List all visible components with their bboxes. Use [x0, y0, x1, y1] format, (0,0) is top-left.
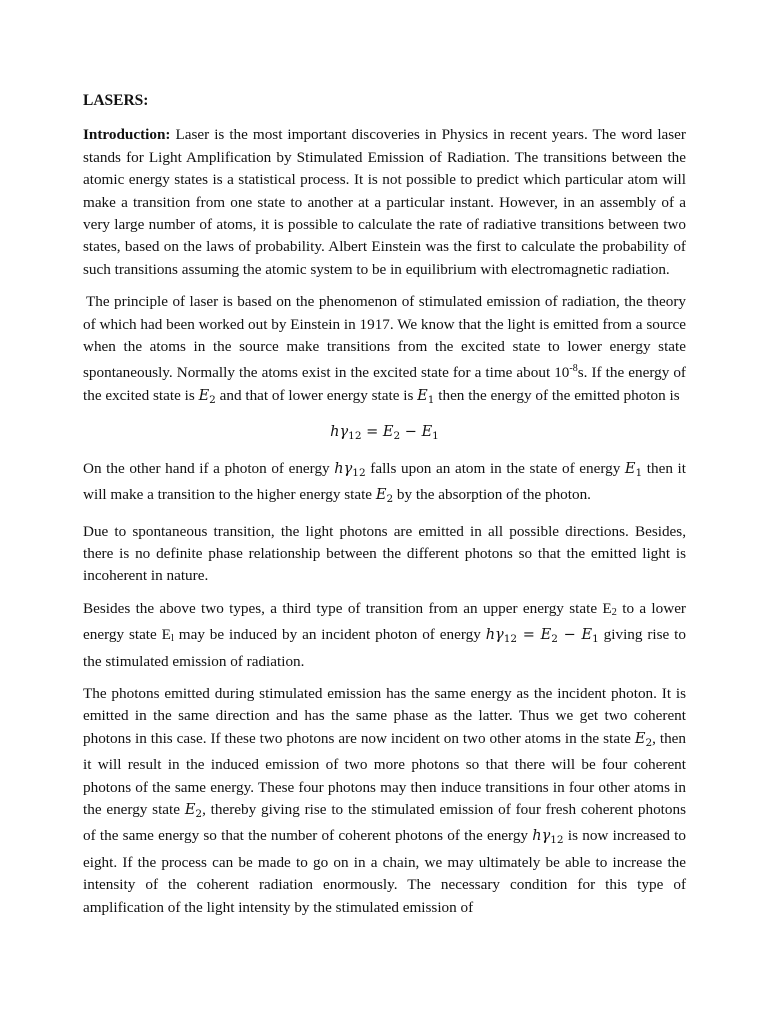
- math-e2: $E_2$: [184, 801, 203, 820]
- principle-text-4: then the energy of the emitted photon is: [434, 386, 680, 404]
- stimulated-text-2: to a lower energy state E: [83, 599, 686, 644]
- math-e1: $E_1$: [417, 387, 435, 406]
- math-e2: $E_2$: [375, 487, 394, 506]
- principle-text-2: s. If the energy of the excited state is: [83, 364, 686, 404]
- coherent-text-4: is now increased to eight. If the process can be made to go on in a chain, we may ultimately be able to increase the intensity of the coherent radiation enormously. The necessary condition for this type of amplification of the light intensity by the stimulated emission of: [83, 827, 686, 916]
- document-heading: LASERS:: [83, 92, 149, 109]
- math-e2: $E_2$: [198, 387, 216, 406]
- document-page: [83, 90, 686, 929]
- math-e2: $E_2$: [634, 730, 653, 749]
- absorption-text-2: falls upon an atom in the state of energy: [365, 459, 625, 477]
- exponent: -8: [569, 363, 578, 375]
- subscript-l: l: [170, 633, 174, 645]
- absorption-text-3: then it will make a transition to the higher energy state: [83, 459, 686, 504]
- stimulated-text-4: giving rise to the stimulated emission of radiation.: [83, 626, 686, 670]
- equation-photon-energy: $h\gamma_{12} = E_2 - E_1$: [330, 424, 439, 443]
- paragraph-absorption: [83, 458, 686, 511]
- math-e1: $E_1$: [624, 460, 643, 479]
- absorption-text-1: On the other hand if a photon of energy: [83, 459, 335, 477]
- principle-text-3: and that of lower energy state is: [215, 386, 418, 404]
- coherent-text-2: , then it will result in the induced emission of two more photons so that there will be four coherent photons of the same energy. These four photons may then induce transitions in four other atoms in the energy state: [83, 729, 686, 818]
- introduction-label: Introduction:: [83, 126, 171, 144]
- subscript-2: 2: [611, 606, 617, 618]
- stimulated-text-3: may be induced by an incident photon of energy: [173, 626, 486, 644]
- math-hgamma12: $h\gamma_{12}$: [334, 460, 366, 479]
- principle-text-1: The principle of laser is based on the phenomenon of stimulated emission of radiation, the theory of which had been worked out by Einstein in 1917. We know that the light is emitted from a source when the atoms in the source make transitions from the excited state to lower energy state spontaneously. Normally the atoms exist in the excited state for a time about 10: [83, 293, 686, 382]
- coherent-text-3: , thereby giving rise to the stimulated emission of four fresh coherent photons of the same energy so that the number of coherent photons of the energy: [83, 800, 686, 845]
- coherent-text-1: The photons emitted during stimulated emission has the same energy as the incident photon. It is emitted in the same direction and has the same phase as the latter. Thus we get two coherent photons in this case. If these two photons are now incident on two other atoms in the state: [83, 684, 686, 747]
- math-energy-relation: $h\gamma_{12} = E_2 - E_1$: [485, 627, 599, 646]
- absorption-text-4: by the absorption of the photon.: [393, 486, 591, 504]
- paragraph-spontaneous: Due to spontaneous transition, the light photons are emitted in all possible directions. Besides, there is no definite phase relationship between the different photons so that the emitted light is incoherent in nature.: [83, 522, 686, 585]
- paragraph-introduction: [83, 124, 686, 281]
- paragraph-principle: [83, 291, 686, 411]
- paragraph-coherent-photons: [83, 683, 686, 919]
- math-hgamma12: $h\gamma_{12}$: [532, 828, 564, 847]
- introduction-text: Laser is the most important discoveries in Physics in recent years. The word laser stands for Light Amplification by Stimulated Emission of Radiation. The transitions between the atomic energy states is a statistical process. It is not possible to predict which particular atom will make a transition from one state to another at a particular instant. However, in an assembly of a very large number of atoms, it is possible to calculate the rate of radiative transitions between two states, based on the laws of probability. Albert Einstein was the first to calculate the probability of such transitions assuming the atomic system to be in equilibrium with electromagnetic radiation.: [83, 126, 686, 278]
- stimulated-text-1: Besides the above two types, a third type of transition from an upper energy state E: [83, 599, 612, 617]
- paragraph-stimulated: [83, 598, 686, 673]
